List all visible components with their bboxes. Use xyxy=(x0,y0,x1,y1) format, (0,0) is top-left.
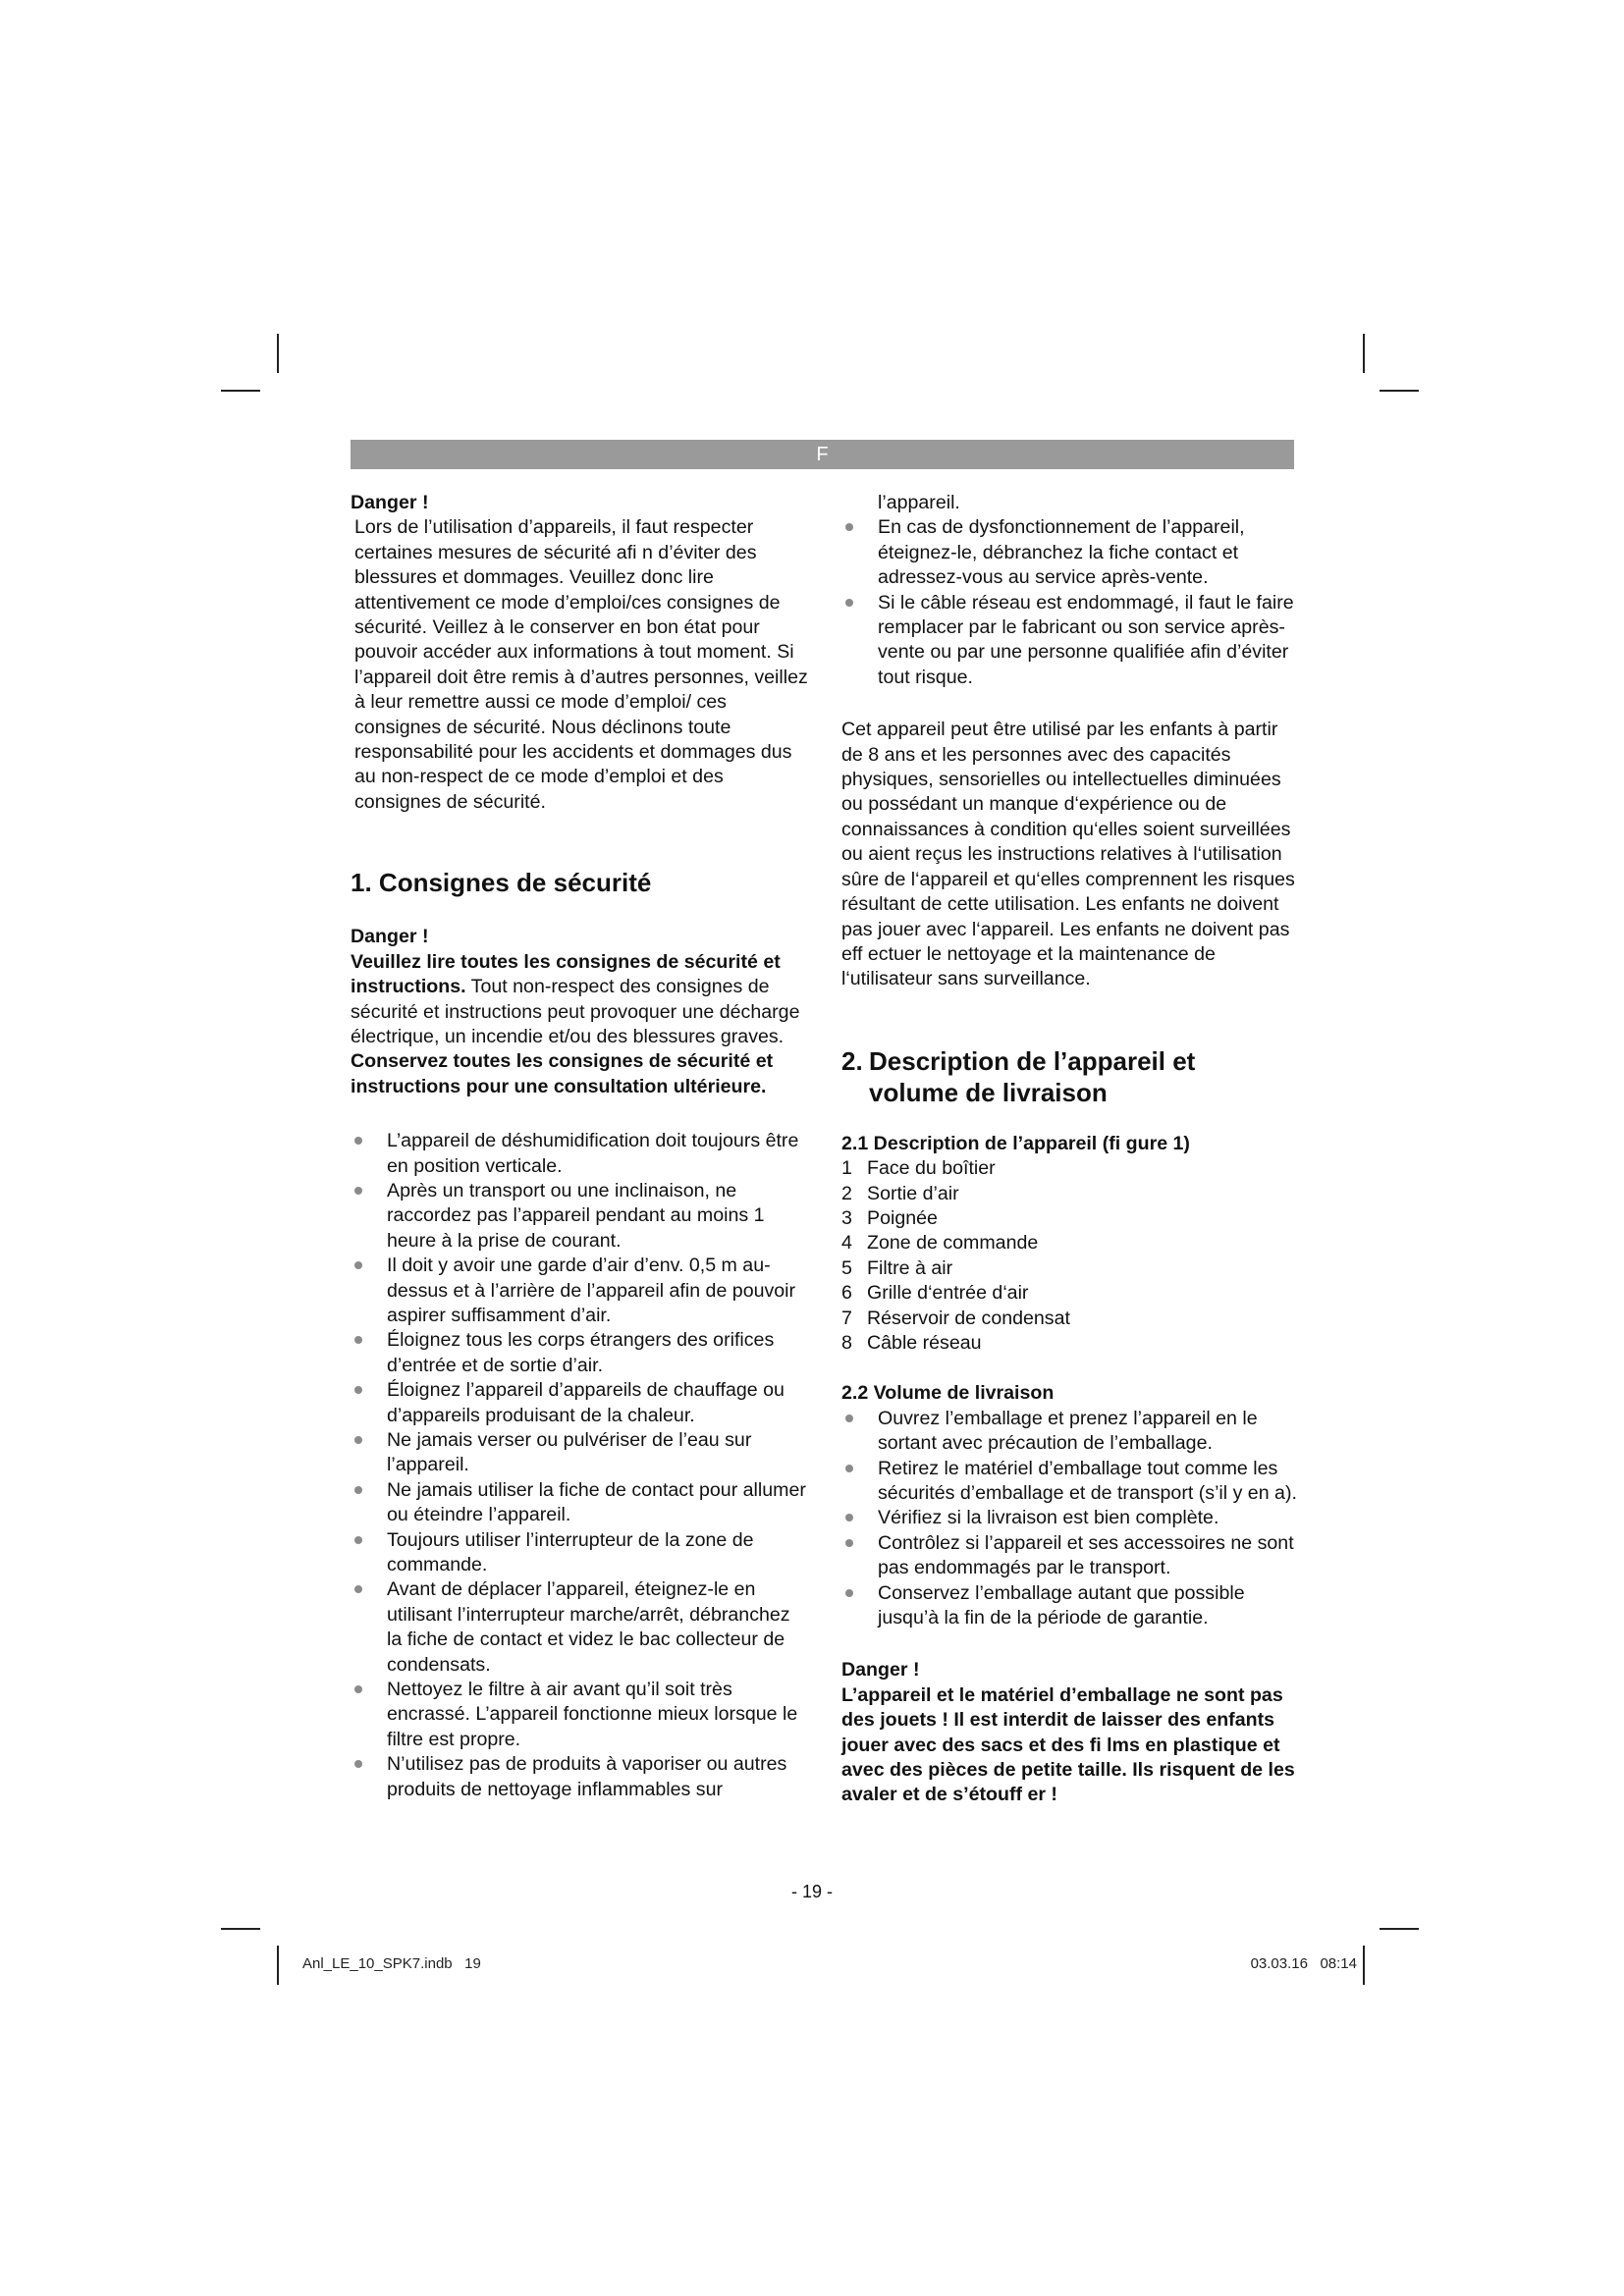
language-header-bar xyxy=(351,440,1294,469)
intro-danger-text: Lors de l’utilisation d’appareils, il faut respecter certaines mesures de sécurité afi n d’éviter des blessures et dommages. Veuillez donc lire attentivement ce mode d’emploi/ces consignes de sécurité. Veillez à le conserver en bon état pour pouvoir accéder aux informations à tout moment. Si l’appareil doit être remis à d’autres personnes, veillez à leur remettre aussi ce mode d’emploi/ ces consignes de sécurité. Nous déclinons toute responsabilité pour les accidents et dommages dus au non-respect de ce mode d’emploi et des consignes de sécurité. xyxy=(354,516,808,813)
section-2-heading-line2: volume de livraison xyxy=(869,1077,1108,1107)
section-1-warning xyxy=(351,950,808,1050)
language-label: F xyxy=(816,444,829,465)
bullet-dot-icon xyxy=(845,1514,853,1522)
bullet-dot-icon xyxy=(354,1536,362,1544)
list-item: Éloignez tous les corps étrangers des orifices d’entrée et de sortie d’air. xyxy=(351,1328,808,1378)
intro-danger-heading: Danger ! xyxy=(351,492,429,513)
list-item: 8 Câble réseau xyxy=(841,1331,982,1354)
crop-mark-top-right-vertical xyxy=(1363,334,1365,373)
list-item: Contrôlez si l’appareil et ses accessoires ne sont pas endommagés par le transport. xyxy=(841,1531,1299,1581)
bullet-dot-icon xyxy=(354,1336,362,1344)
crop-mark-bottom-left-vertical xyxy=(277,1946,279,1985)
subsection-2-2-title: 2.2 Volume de livraison xyxy=(841,1382,1055,1405)
section-2-title xyxy=(841,1045,1299,1108)
list-item: 2 Sortie d’air xyxy=(841,1182,959,1204)
list-item: 1 Face du boîtier xyxy=(841,1157,996,1180)
footer-date-time: 03.03.16 08:14 xyxy=(1250,1955,1357,1972)
list-item: N’utilisez pas de produits à vaporiser ou autres produits de nettoyage inflammables sur xyxy=(351,1752,808,1802)
section-2-danger-text: L’appareil et le matériel d’emballage ne sont pas des jouets ! Il est interdit de laisser des enfants jouer avec des sacs et des fi lms en plastique et avec des pièces de petite taille. Ils risquent de les avaler et de s’étouff er ! xyxy=(841,1683,1295,1806)
bullet-dot-icon xyxy=(354,1261,362,1269)
list-item: Conservez l’emballage autant que possible jusqu’à la fin de la période de garantie. xyxy=(841,1581,1299,1631)
list-item: Si le câble réseau est endommagé, il faut le faire remplacer par le fabricant ou son service après-vente ou par une personne qualifiée afin d’éviter tout risque. xyxy=(841,591,1299,691)
bullet-dot-icon xyxy=(845,1415,853,1422)
right-column xyxy=(841,491,1299,1808)
bullet-dot-icon xyxy=(845,1589,853,1597)
list-item: En cas de dysfonctionnement de l’appareil, éteignez-le, débranchez la fiche contact et adressez-vous au service après-vente. xyxy=(841,515,1299,590)
bullet-dot-icon xyxy=(354,1685,362,1693)
list-item: Ne jamais verser ou pulvériser de l’eau sur l’appareil. xyxy=(351,1428,808,1478)
section-1-danger-heading: Danger ! xyxy=(351,926,429,948)
crop-mark-top-right-horizontal xyxy=(1380,390,1419,392)
list-item: Ne jamais utiliser la fiche de contact pour allumer ou éteindre l’appareil. xyxy=(351,1478,808,1528)
bullet-dot-icon xyxy=(354,1436,362,1444)
section-1-keep-instructions: Conservez toutes les consignes de sécurité et instructions pour une consultation ultérieure. xyxy=(351,1050,774,1097)
safety-bullet-list-continued xyxy=(841,515,1299,690)
crop-mark-bottom-right-vertical xyxy=(1363,1946,1365,1985)
list-item: 6 Grille d‘entrée d‘air xyxy=(841,1282,1029,1305)
list-item: Vérifiez si la livraison est bien complète. xyxy=(841,1506,1299,1530)
section-2-heading-line1: Description de l’appareil et xyxy=(869,1045,1196,1076)
bullet-dot-icon xyxy=(354,1137,362,1145)
parts-list xyxy=(841,1156,1299,1356)
bullet-dot-icon xyxy=(845,523,853,531)
bullet-continuation: l’appareil. xyxy=(878,492,960,513)
list-item: 4 Zone de commande xyxy=(841,1232,1039,1255)
delivery-bullet-list xyxy=(841,1407,1299,1631)
list-item: Éloignez l’appareil d’appareils de chauffage ou d’appareils produisant de la chaleur. xyxy=(351,1378,808,1428)
bullet-dot-icon xyxy=(354,1585,362,1593)
footer-file-name: Anl_LE_10_SPK7.indb 19 xyxy=(302,1955,481,1972)
crop-mark-bottom-left-horizontal xyxy=(221,1928,260,1930)
bullet-dot-icon xyxy=(845,1465,853,1472)
bullet-dot-icon xyxy=(845,1539,853,1547)
list-item: Nettoyez le filtre à air avant qu’il soit très encrassé. L’appareil fonctionne mieux lorsque le filtre est propre. xyxy=(351,1678,808,1752)
crop-mark-bottom-right-horizontal xyxy=(1380,1928,1419,1930)
children-usage-paragraph: Cet appareil peut être utilisé par les enfants à partir de 8 ans et les personnes avec des capacités physiques, sensorielles ou intellectuelles diminuées ou possédant un manque d‘expérience ou de connaissances à condition qu‘elles soient surveillées ou aient reçus les instructions relatives à l‘utilisation sûre de l‘appareil et qu‘elles comprennent les risques résultant de cette utilisation. Les enfants ne doivent pas jouer avec l‘appareil. Les enfants ne doivent pas eff ectuer le nettoyage et la maintenance de l‘utilisateur sans surveillance. xyxy=(841,719,1295,990)
section-1-warning-bold: Veuillez lire toutes les consignes de sécurité et instructions. xyxy=(351,950,781,998)
bullet-dot-icon xyxy=(354,1760,362,1768)
bullet-dot-icon xyxy=(354,1187,362,1195)
list-item: Avant de déplacer l’appareil, éteignez-le en utilisant l’interrupteur marche/arrêt, débranchez la fiche de contact et videz le bac collecteur de condensats. xyxy=(351,1577,808,1678)
crop-mark-top-left-vertical xyxy=(277,334,279,373)
page-number: - 19 - xyxy=(790,1882,833,1901)
list-item: Ouvrez l’emballage et prenez l’appareil en le sortant avec précaution de l’emballage. xyxy=(841,1407,1299,1457)
section-1-number: 1. xyxy=(351,868,372,898)
bullet-dot-icon xyxy=(845,599,853,607)
bullet-dot-icon xyxy=(354,1386,362,1394)
safety-bullet-list xyxy=(351,1129,808,1802)
list-item: 3 Poignée xyxy=(841,1206,938,1229)
left-column xyxy=(351,491,808,1802)
section-2-danger-heading: Danger ! xyxy=(841,1659,920,1682)
crop-mark-top-left-horizontal xyxy=(221,390,260,392)
section-1-heading: Consignes de sécurité xyxy=(378,868,652,898)
list-item: L’appareil de déshumidification doit toujours être en position verticale. xyxy=(351,1129,808,1179)
section-2-number: 2. xyxy=(841,1045,863,1076)
list-item: 5 Filtre à air xyxy=(841,1256,953,1279)
list-item: Toujours utiliser l’interrupteur de la zone de commande. xyxy=(351,1528,808,1578)
list-item: 7 Réservoir de condensat xyxy=(841,1307,1070,1329)
bullet-dot-icon xyxy=(354,1486,362,1494)
subsection-2-1-title: 2.1 Description de l’appareil (fi gure 1) xyxy=(841,1132,1190,1154)
section-1-title xyxy=(351,867,808,898)
section-1-warning-text: Tout non-respect des consignes de sécurité et instructions peut provoquer une décharge électrique, un incendie et/ou des blessures graves. xyxy=(351,976,800,1047)
list-item: Il doit y avoir une garde d’air d’env. 0,5 m au-dessus et à l’arrière de l’appareil afin de pouvoir aspirer suffisamment d’air. xyxy=(351,1254,808,1328)
list-item: Retirez le matériel d’emballage tout comme les sécurités d’emballage et de transport (s’il y en a). xyxy=(841,1457,1299,1507)
list-item: Après un transport ou une inclinaison, ne raccordez pas l’appareil pendant au moins 1 heure à la prise de courant. xyxy=(351,1179,808,1254)
